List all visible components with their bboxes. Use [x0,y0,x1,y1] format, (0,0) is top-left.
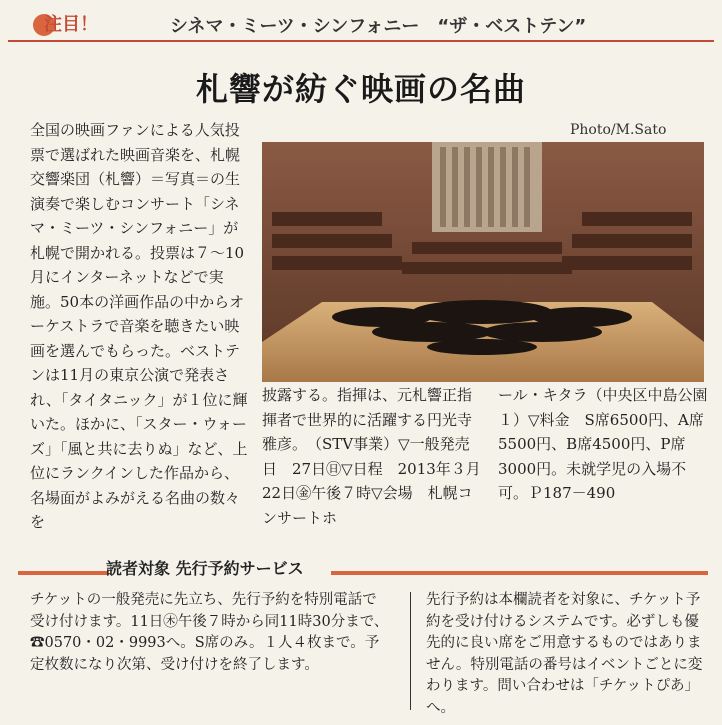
section-tag: 注目！ [44,14,98,35]
article-column-2: 披露する。指揮は、元札響正指揮者で世界的に活躍する円光寺雅彦。 （STV事業）▽一般発売日 27日㊐▽日程 2013年３月22日㊎午後７時▽会場 札幌コンサートホ [262,386,481,527]
service-rule-left [18,571,108,575]
service-right-text: 先行予約は本欄読者を対象に、チケット予約を受け付けるシステムです。必ずしも優先的に良い席をご用意するものではありません。特別電話の番号はイベントごとに変わります。問い合わせは「チケットぴあ」へ。 [426,592,703,716]
column-divider [410,592,411,710]
service-rule-right [331,571,708,575]
article-column-3: ール・キタラ（中央区中島公園１）▽料金 S席6500円、A席5500円、B席4500円、P席3000円。未就学児の入場不可。Ｐ187－490 [498,386,708,502]
orchestra-photo [262,142,704,382]
service-title: 読者対象 先行予約サービス [106,559,304,578]
service-left-text: チケットの一般発売に先立ち、先行予約を特別電話で受け付けます。11日㊍午後７時から同11時30分まで、☎0570・02・9993へ。S席のみ。１人４枚まで。予定枚数になり次第、受け付けを終了します。 [30,592,389,673]
concert-hall-illustration [262,142,704,382]
article-column-1: 全国の映画ファンによる人気投票で選ばれた映画音楽を、札幌交響楽団（札響）＝写真＝の生演奏で楽しむコンサート「シネマ・ミーツ・シンフォニー」が札幌で開かれる。投票は７～10月にインターネットなどで実施。50本の洋画作品の中からオーケストラで音楽を聴きたい映画を選んでもらった。ベストテンは11月の東京公演で発表され、「タイタニック」が１位に輝いた。ほかに、「スター・ウォーズ」「風と共に去りぬ」など、上位にランクインした作品から、名場面がよみがえる名曲の数々を [30,121,248,531]
header-title: シネマ・ミーツ・シンフォニー “ザ・ベストテン” [170,16,587,37]
headline: 札響が紡ぐ映画の名曲 [195,70,526,108]
photo-credit: Photo/M.Sato [570,122,667,138]
